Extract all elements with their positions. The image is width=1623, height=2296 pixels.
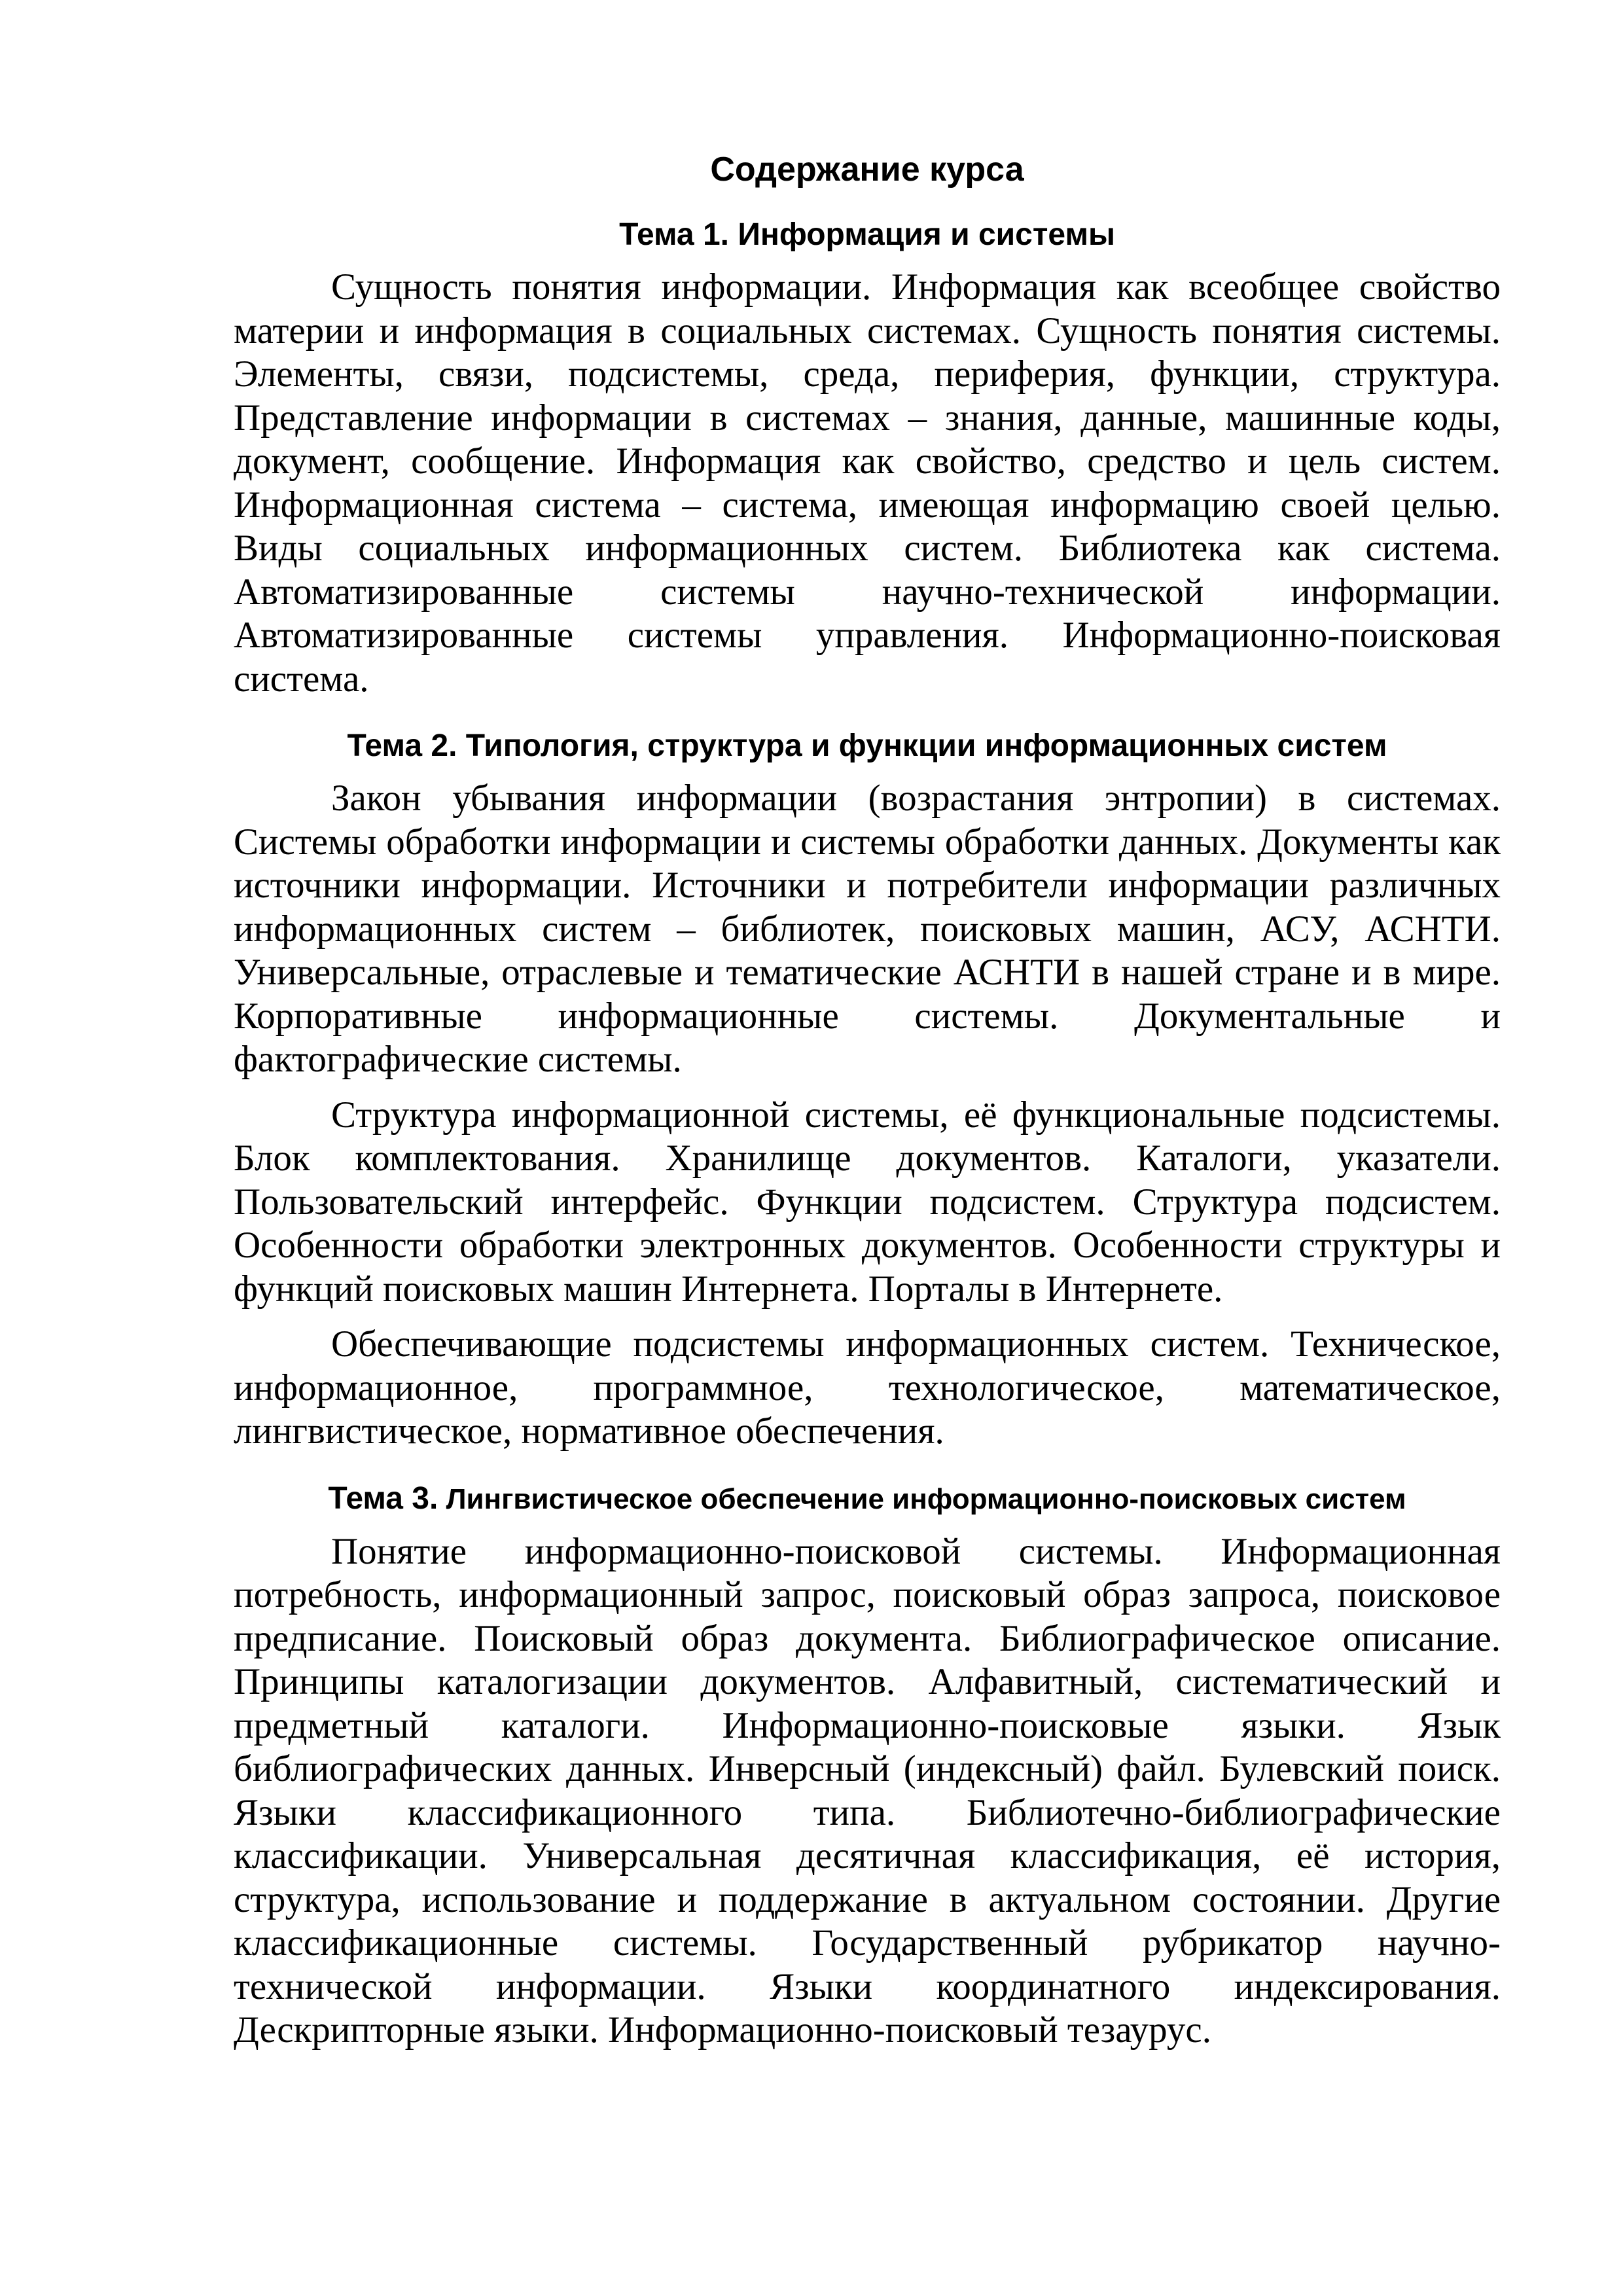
topic-heading-2-lead: Тема 2. Типология, структура и функции информационных систем [347, 728, 1387, 763]
topic-section-2 [234, 727, 1501, 1454]
topic-heading-1 [234, 216, 1501, 254]
topic-section-3 [234, 1480, 1501, 2053]
topic-2-paragraph-1: Закон убывания информации (возрастания энтропии) в системах. Системы обработки информации и системы обработки данных. Документы как источники информации. Источники и потребители информации различных информационных систем – библиотек, поисковых машин, АСУ, АСНТИ. Универсальные, отраслевые и тематические АСНТИ в нашей стране и в мире. Корпоративные информационные системы. Документальные и фактографические системы. [234, 778, 1501, 1080]
topic-1-paragraph-1: Сущность понятия информации. Информация как всеобщее свойство материи и информация в социальных системах. Сущность понятия системы. Элементы, связи, подсистемы, среда, периферия, функции, структура. Представление информации в системах – знания, данные, машинные коды, документ, сообщение. Информация как свойство, средство и цель систем. Информационная система – система, имеющая информацию своей целью. Виды социальных информационных систем. Библиотека как система. Автоматизированные системы научно-технической информации. Автоматизированные системы управления. Информационно-поисковая система. [234, 266, 1501, 700]
topic-2-paragraph-3: Обеспечивающие подсистемы информационных систем. Техническое, информационное, программное, технологическое, математическое, лингвистическое, нормативное обеспечения. [234, 1323, 1501, 1452]
topic-section-1 [234, 216, 1501, 701]
topic-heading-3-tail: Лингвистическое обеспечение информационно-поисковых систем [438, 1482, 1406, 1515]
document-title: Содержание курса [710, 151, 1024, 188]
topic-heading-3 [234, 1480, 1501, 1518]
topic-2-paragraph-2: Структура информационной системы, её функциональные подсистемы. Блок комплектования. Хранилище документов. Каталоги, указатели. Пользовательский интерфейс. Функции подсистем. Структура подсистем. Особенности обработки электронных документов. Особенности структуры и функций поисковых машин Интернета. Порталы в Интернете. [234, 1094, 1501, 1310]
topic-heading-2 [234, 727, 1501, 765]
topic-3-paragraph-1: Понятие информационно-поисковой системы. Информационная потребность, информационный запрос, поисковый образ запроса, поисковое предписание. Поисковый образ документа. Библиографическое описание. Принципы каталогизации документов. Алфавитный, систематический и предметный каталоги. Информационно-поисковые языки. Язык библиографических данных. Инверсный (индексный) файл. Булевский поиск. Языки классификационного типа. Библиотечно-библиографические классификации. Универсальная десятичная классификация, её история, структура, использование и поддержание в актуальном состоянии. Другие классификационные системы. Государственный рубрикатор научно-технической информации. Языки координатного индексирования. Дескрипторные языки. Информационно-поисковый тезаурус. [234, 1530, 1501, 2051]
document-content [234, 149, 1501, 2079]
topic-heading-3-lead: Тема 3. [328, 1480, 438, 1516]
topic-heading-1-lead: Тема 1. Информация и системы [619, 217, 1115, 252]
